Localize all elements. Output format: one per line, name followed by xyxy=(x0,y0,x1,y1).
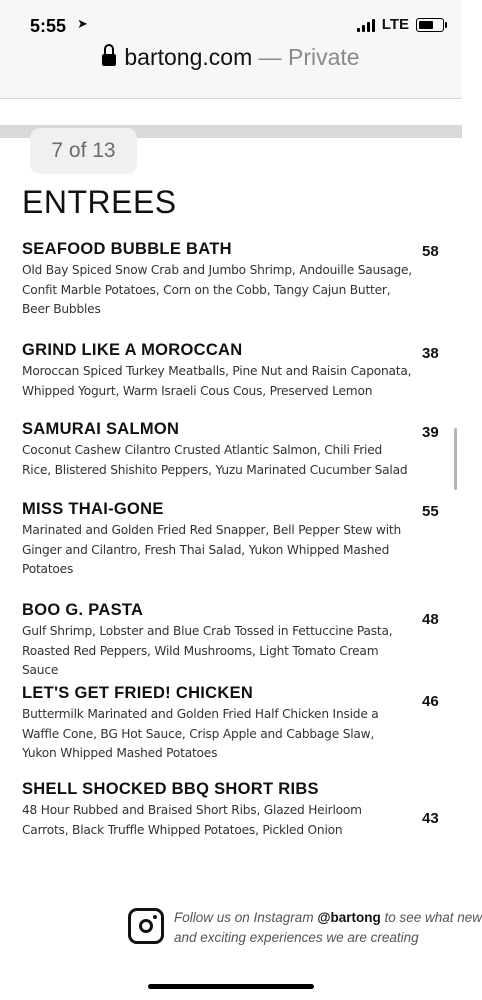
menu-item xyxy=(22,240,412,320)
menu-item-name: SEAFOOD BUBBLE BATH xyxy=(22,240,232,258)
instagram-text-tail: to see what new xyxy=(380,910,482,925)
status-time: 5:55 xyxy=(30,16,67,36)
address-domain: bartong.com xyxy=(124,44,253,70)
private-label: Private xyxy=(288,44,360,70)
menu-item-description xyxy=(22,705,412,764)
section-title: ENTREES xyxy=(22,184,177,220)
description-line: Ginger and Cilantro, Fresh Thai Salad, Yukon Whipped Mashed xyxy=(22,542,390,557)
description-line: Coconut Cashew Cilantro Crusted Atlantic Salmon, Chili Fried xyxy=(22,443,383,457)
description-line: Potatoes xyxy=(22,562,74,576)
menu-item-description xyxy=(22,362,412,401)
instagram-icon[interactable] xyxy=(128,908,164,944)
description-line: Gulf Shrimp, Lobster and Blue Crab Tossed in Fettuccine Pasta, xyxy=(22,624,393,638)
description-line: Whipped Yogurt, Warm Israeli Cous Cous, Preserved Lemon xyxy=(22,383,373,398)
browser-chrome xyxy=(0,0,462,99)
menu-item-description xyxy=(22,622,412,681)
menu-item-price: 38 xyxy=(422,345,439,362)
address-separator: — xyxy=(252,44,289,70)
menu-item-price: 46 xyxy=(422,693,439,710)
menu-item-price: 58 xyxy=(422,243,439,260)
network-label: LTE xyxy=(381,16,409,33)
description-line: Yukon Whipped Mashed Potatoes xyxy=(22,746,218,760)
menu-item-name: LET'S GET FRIED! CHICKEN xyxy=(22,684,254,702)
description-line: Moroccan Spiced Turkey Meatballs, Pine Nut and Raisin Caponata, xyxy=(22,364,412,378)
description-line: Confit Marble Potatoes, Corn on the Cobb, Tangy Cajun Butter, xyxy=(22,282,391,297)
menu-item xyxy=(22,684,412,764)
description-line: Carrots, Black Truffle Whipped Potatoes, Pickled Onion xyxy=(22,822,343,837)
scrollbar[interactable] xyxy=(454,428,457,490)
page-indicator: 7 of 13 xyxy=(30,128,137,174)
instagram-promo xyxy=(128,906,482,954)
instagram-text-line2: and exciting experiences we are creating xyxy=(174,930,419,945)
menu-item-name: GRIND LIKE A MOROCCAN xyxy=(22,341,243,359)
menu-item xyxy=(22,500,412,580)
signal-icon xyxy=(357,18,375,32)
menu-item-description xyxy=(22,521,412,580)
battery-icon xyxy=(416,18,444,32)
description-line: Rice, Blistered Shishito Peppers, Yuzu Marinated Cucumber Salad xyxy=(22,462,408,477)
menu-item-description xyxy=(22,261,412,320)
menu-item-name: SAMURAI SALMON xyxy=(22,420,180,438)
lock-icon xyxy=(102,50,116,66)
menu-item xyxy=(22,601,412,681)
menu-item-price: 55 xyxy=(422,503,439,520)
instagram-text xyxy=(174,908,482,948)
status-indicators xyxy=(357,16,444,33)
menu-item xyxy=(22,420,412,480)
menu-item-description xyxy=(22,801,412,840)
instagram-text-lead: Follow us on Instagram xyxy=(174,910,318,925)
menu-item-name: MISS THAI-GONE xyxy=(22,500,164,518)
menu-item-description xyxy=(22,441,412,480)
description-line: Roasted Red Peppers, Wild Mushrooms, Light Tomato Cream Sauce xyxy=(22,643,379,677)
menu-item-price: 39 xyxy=(422,424,439,441)
menu-item-price: 43 xyxy=(422,810,439,827)
description-line: Marinated and Golden Fried Red Snapper, Bell Pepper Stew with xyxy=(22,523,401,537)
menu-item-name: BOO G. PASTA xyxy=(22,601,144,619)
description-line: 48 Hour Rubbed and Braised Short Ribs, Glazed Heirloom xyxy=(22,803,362,817)
description-line: Buttermilk Marinated and Golden Fried Half Chicken Inside a xyxy=(22,707,379,721)
description-line: Waffle Cone, BG Hot Sauce, Crisp Apple and Cabbage Slaw, xyxy=(22,726,375,741)
menu-item xyxy=(22,780,412,840)
location-arrow-icon: ➤ xyxy=(77,17,88,32)
address-bar[interactable] xyxy=(0,44,462,71)
description-line: Old Bay Spiced Snow Crab and Jumbo Shrimp, Andouille Sausage, xyxy=(22,263,412,277)
menu-item-name: SHELL SHOCKED BBQ SHORT RIBS xyxy=(22,780,319,798)
description-line: Beer Bubbles xyxy=(22,302,101,316)
menu-item xyxy=(22,341,412,401)
menu-item-price: 48 xyxy=(422,611,439,628)
home-indicator[interactable] xyxy=(148,984,314,989)
instagram-handle[interactable]: @bartong xyxy=(317,910,381,925)
